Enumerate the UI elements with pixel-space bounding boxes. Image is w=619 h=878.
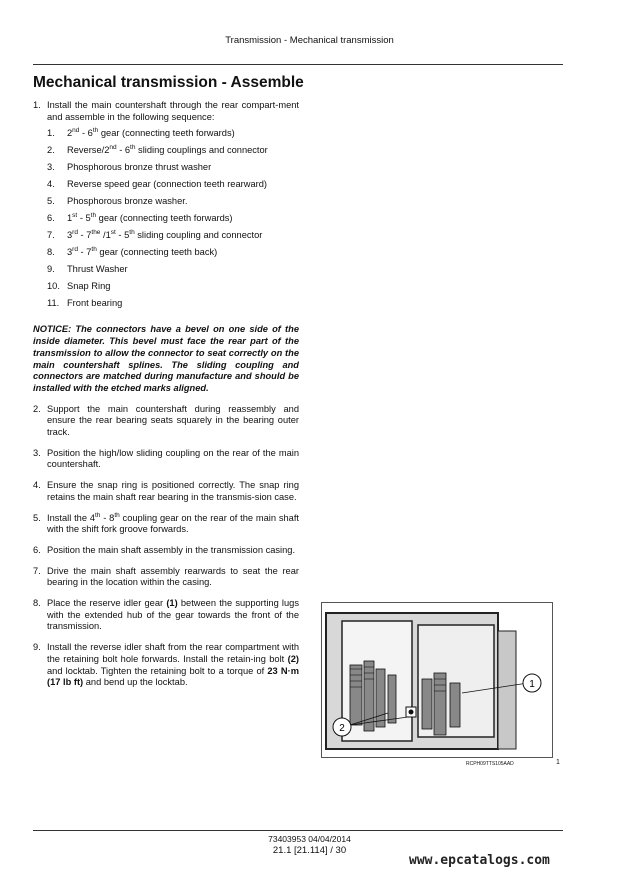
sequence-item: 11. Front bearing (47, 298, 123, 309)
watermark-url[interactable]: www.epcatalogs.com (409, 853, 550, 868)
transmission-housing-illustration (322, 603, 552, 757)
sequence-item: 8. 3rd - 7th gear (connecting teeth back) (47, 246, 218, 258)
page-title: Mechanical transmission - Assemble (33, 74, 304, 91)
sequence-item: 6. 1st - 5th gear (connecting teeth forwards) (47, 212, 233, 224)
notice-paragraph: NOTICE: The connectors have a bevel on one side of the inside diameter. This bevel must face the rear part of the transmission to allow the connector to seat correctly on the main countershaft splines. The sliding coupling and connectors are matched during manufacture and should be installed with the etched marks aligned. (33, 324, 299, 393)
callout-1-label: 1 (529, 679, 535, 690)
sequence-item: 2. Reverse/2nd - 6th sliding couplings and connector (47, 144, 268, 156)
step-9: 9. Install the reverse idler shaft from the rear compartment with the retaining bolt hole forwards. Install the retain-ing bolt (2) and locktab. Tighten the retaining bolt to a torque of 23 N·m (17 lb ft) and bend up the locktab. (33, 642, 299, 688)
header-rule (33, 64, 563, 65)
figure-number: 1 (556, 759, 560, 766)
footer-page-number: 21.1 [21.114] / 30 (272, 845, 347, 856)
sequence-item: 7. $3rd - 7^{the}$ /1st - 5th sliding coupling and connector (47, 229, 263, 241)
step-text: Install the main countershaft through the rear compart-ment and assemble in the following sequence: (47, 100, 299, 122)
assembly-sequence-list (47, 128, 299, 315)
footer-rule (33, 830, 563, 831)
step-1 (33, 100, 299, 315)
step-2: 2. Support the main countershaft during reassembly and ensure the rear bearing seats squarely in the bearing outer track. (33, 403, 299, 438)
step-number: 1. (33, 100, 41, 110)
step-5: 5. Install the 4th - 8th coupling gear on the rear of the main shaft with the shift fork groove forwards. (33, 511, 300, 535)
sequence-item: 4. Reverse speed gear (connection teeth rearward) (47, 179, 267, 190)
sequence-item: 1. 2nd - 6th gear (connecting teeth forwards) (47, 127, 235, 139)
sequence-item: 5. Phosphorous bronze washer. (47, 196, 188, 207)
step-8: 8. Place the reserve idler gear (1) between the supporting lugs with the extended hub of the gear towards the front of the transmission. (33, 598, 299, 632)
step-4: 4. Ensure the snap ring is positioned correctly. The snap ring retains the main shaft rear bearing in the transmis-sion case. (33, 480, 299, 502)
running-header: Transmission - Mechanical transmission (225, 35, 394, 46)
step-7: 7. Drive the main shaft assembly rearwards to seat the rear bearing in the location within the casing. (33, 565, 299, 588)
figure-image-id: RCPH09TTS105AAD (466, 761, 514, 767)
transmission-figure (321, 602, 553, 758)
procedure-body (33, 100, 299, 698)
sequence-item: 10. Snap Ring (47, 281, 111, 292)
sequence-item: 9. Thrust Washer (47, 264, 128, 275)
sequence-item: 3. Phosphorous bronze thrust washer (47, 162, 212, 173)
step-3: 3. Position the high/low sliding coupling on the rear of the main countershaft. (33, 447, 299, 470)
callout-2-label: 2 (339, 723, 345, 734)
step-6: 6. Position the main shaft assembly in the transmission casing. (33, 544, 296, 555)
footer-doc-date: 73403953 04/04/2014 (268, 834, 351, 844)
